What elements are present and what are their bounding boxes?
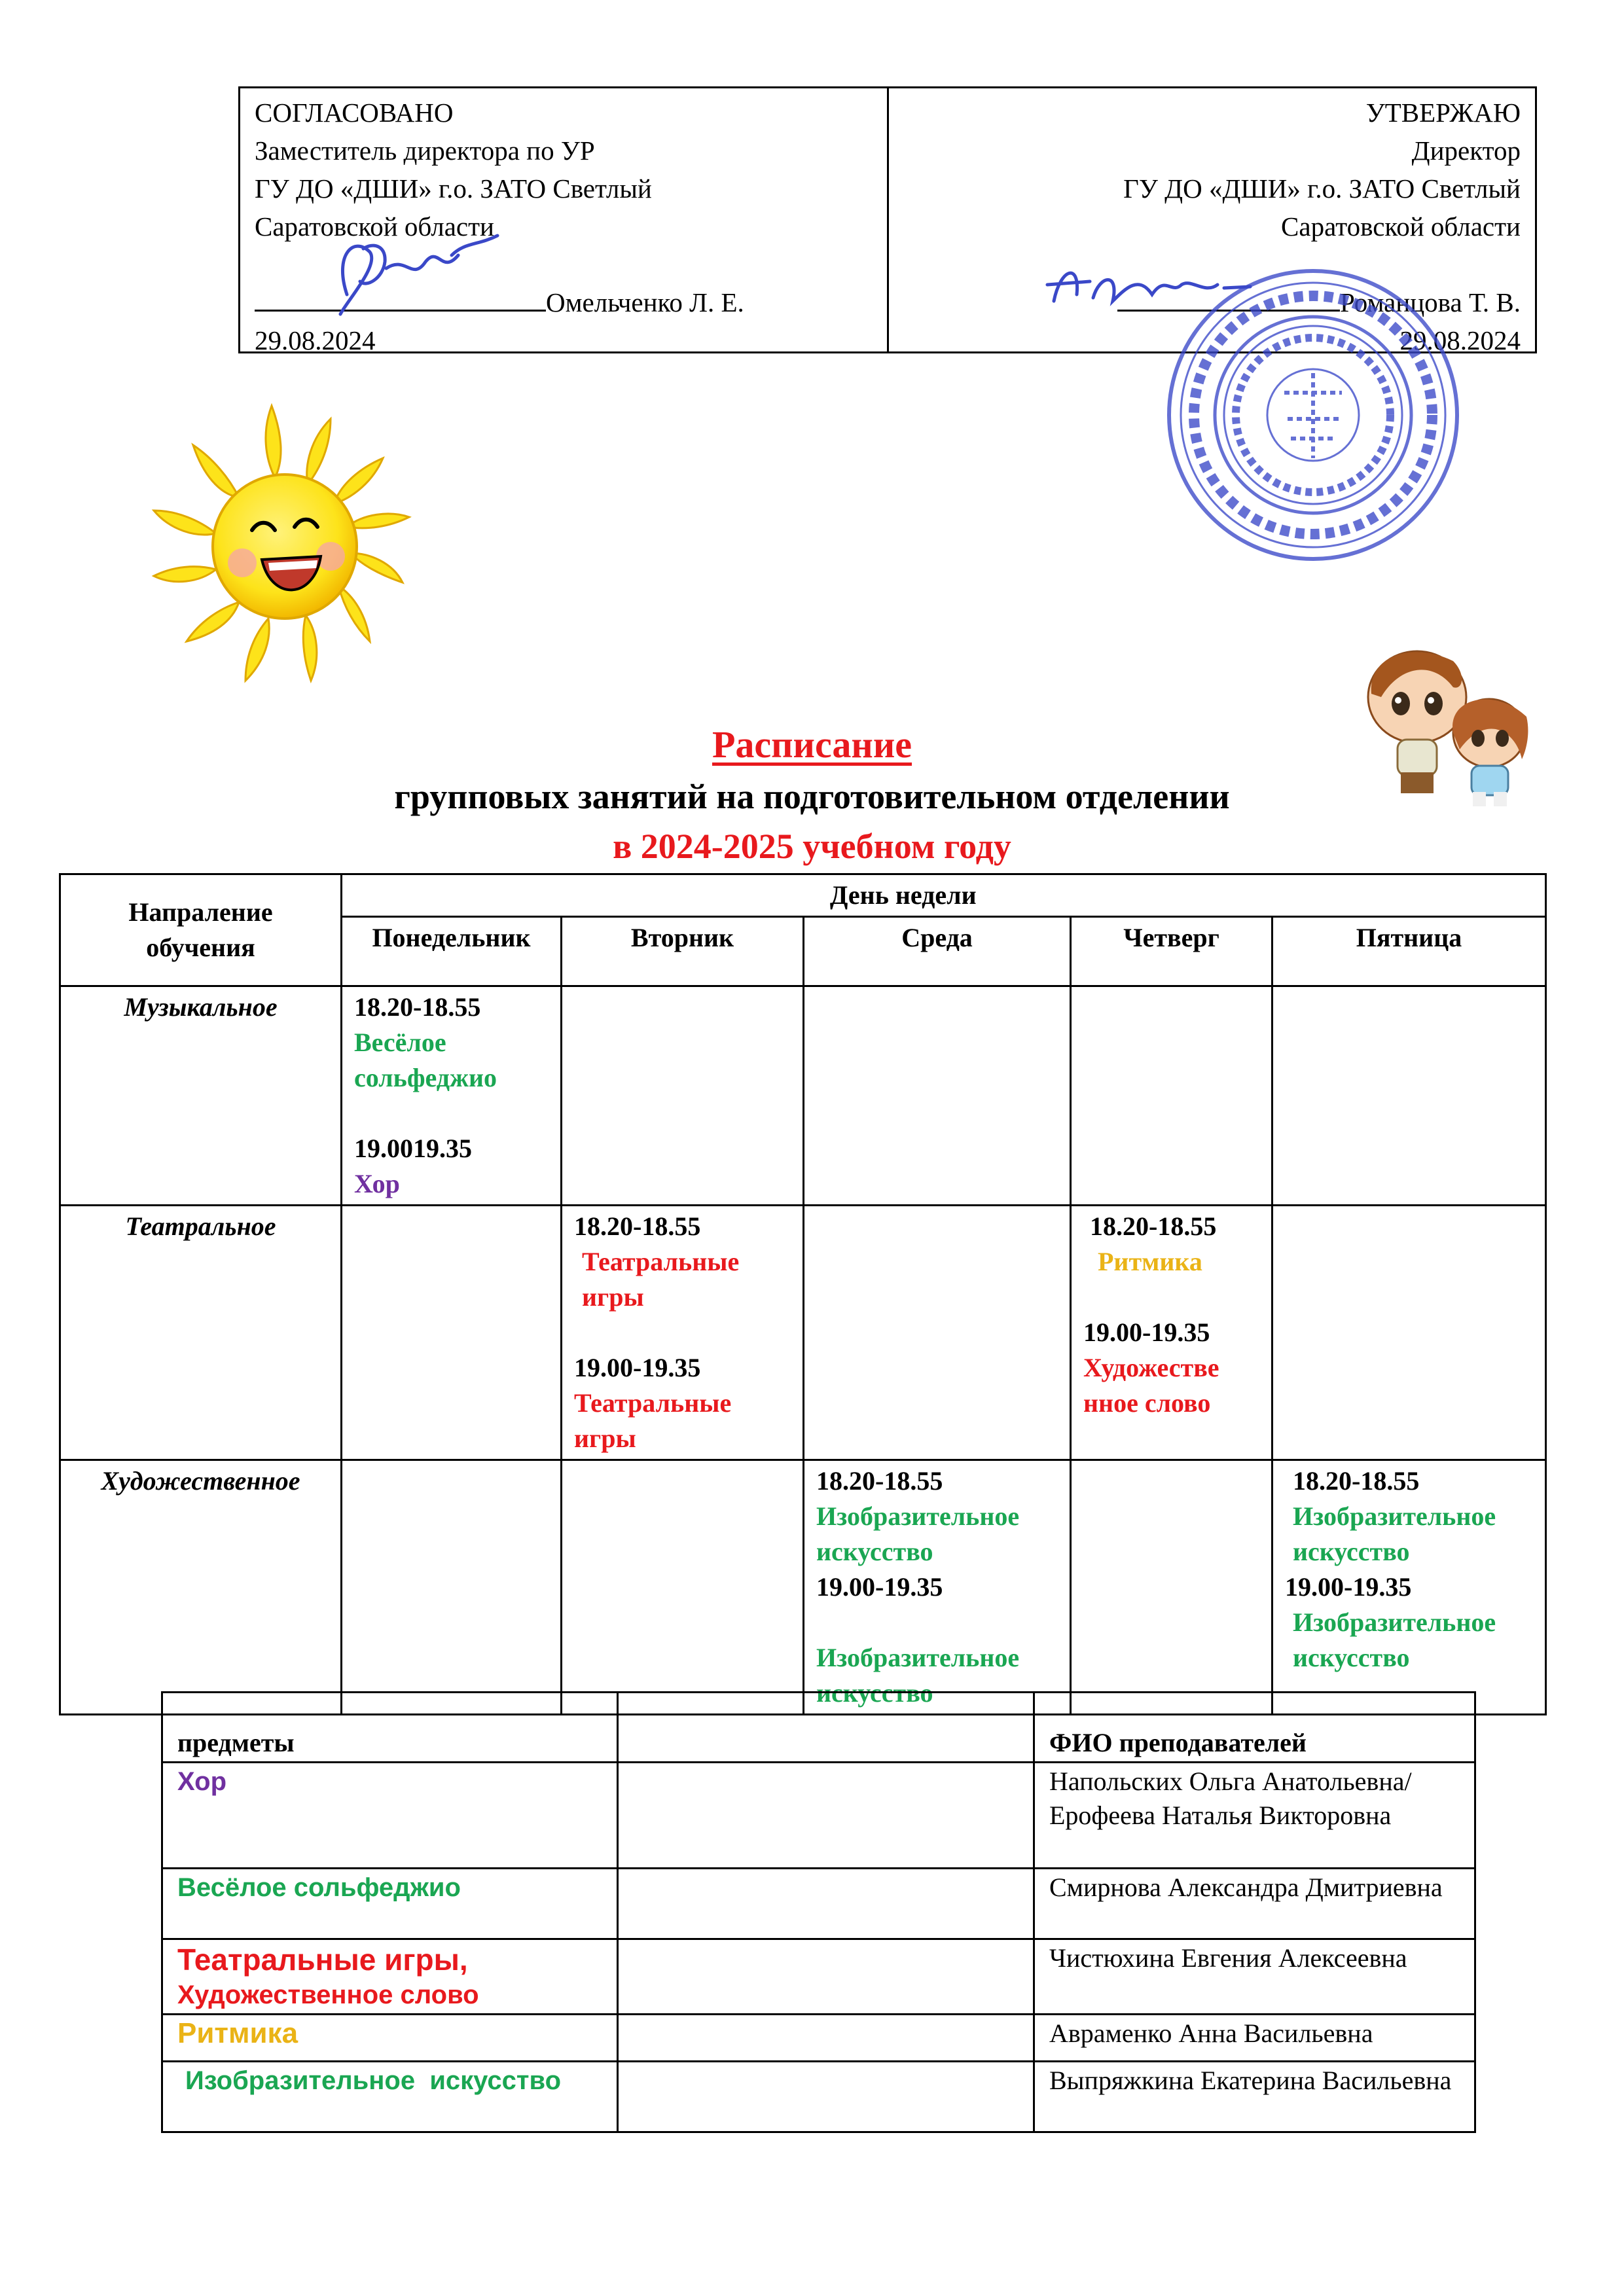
cell-musical-friday [1272, 986, 1546, 1206]
lesson-time: 18.20-18.55 [574, 1211, 701, 1241]
teacher-name: Выпряжкина Екатерина Васильевна [1034, 2062, 1475, 2132]
direction-musical: Музыкальное [60, 986, 342, 1206]
official-stamp-image [1160, 262, 1466, 568]
lesson-subject: Изобразительное искусство [816, 1643, 1020, 1708]
teachers-row [162, 1869, 1475, 1939]
lesson-time: 18.20-18.55 [816, 1466, 943, 1496]
header-thursday: Четверг [1071, 917, 1272, 986]
teachers-row [162, 1939, 1475, 2015]
schedule-row-artistic [60, 1460, 1546, 1715]
cell-musical-thursday [1071, 986, 1272, 1206]
header-tuesday: Вторник [562, 917, 804, 986]
header-friday: Пятница [1272, 917, 1546, 986]
cell-theatrical-friday [1272, 1206, 1546, 1460]
lesson-subject: Театральные игры [574, 1388, 732, 1453]
lesson-time: 18.20-18.55 [1090, 1211, 1217, 1241]
cell-artistic-monday [342, 1460, 562, 1715]
teacher-subject: Весёлое сольфеджио [162, 1869, 618, 1939]
teachers-header-subjects: предметы [162, 1693, 618, 1763]
lesson-subject: Ритмика [1098, 1247, 1202, 1276]
signature-left-image [308, 216, 517, 327]
schedule-row-theatrical [60, 1206, 1546, 1460]
teacher-subject: Ритмика [162, 2015, 618, 2062]
approved-heading: УТВЕРЖАЮ [1365, 98, 1521, 128]
teachers-header-row [162, 1693, 1475, 1763]
lesson-time: 19.00-19.35 [1285, 1572, 1412, 1602]
approved-position: Директор [1411, 135, 1521, 166]
agreed-organization: ГУ ДО «ДШИ» г.о. ЗАТО Светлый [255, 173, 652, 204]
document-title: Расписание [712, 723, 912, 766]
cell-artistic-thursday [1071, 1460, 1272, 1715]
teacher-name: Чистюхина Евгения Алексеевна [1034, 1939, 1475, 2015]
teachers-header-name: ФИО преподавателей [1034, 1693, 1475, 1763]
agreed-heading: СОГЛАСОВАНО [255, 98, 454, 128]
header-direction: Напраление обучения [60, 874, 342, 986]
lesson-time: 18.20-18.55 [354, 992, 481, 1022]
cell-musical-wednesday [804, 986, 1071, 1206]
cell-theatrical-tuesday [562, 1206, 804, 1460]
teacher-name: Смирнова Александра Дмитриевна [1034, 1869, 1475, 1939]
teacher-name: Авраменко Анна Васильевна [1034, 2015, 1475, 2062]
teachers-row [162, 2015, 1475, 2062]
teacher-subject: Хор [162, 1763, 618, 1869]
direction-artistic: Художественное [60, 1460, 342, 1715]
lesson-subject: Изобразительное искусство [816, 1501, 1020, 1566]
header-wednesday: Среда [804, 917, 1071, 986]
smiling-sun-image [134, 393, 448, 720]
schedule-header-row [60, 874, 1546, 917]
cell-musical-monday [342, 986, 562, 1206]
approved-date: 29.08.2024 [1399, 325, 1521, 355]
approved-region: Саратовской области [1281, 211, 1521, 242]
lesson-subject: Изобразительное искусство [1293, 1607, 1496, 1672]
lesson-subject: Художестве нное слово [1083, 1353, 1219, 1418]
direction-theatrical: Театральное [60, 1206, 342, 1460]
lesson-time: 19.00-19.35 [1083, 1318, 1210, 1347]
approved-organization: ГУ ДО «ДШИ» г.о. ЗАТО Светлый [1123, 173, 1521, 204]
lesson-time: 19.00-19.35 [816, 1572, 943, 1602]
cell-artistic-friday [1272, 1460, 1546, 1715]
teachers-header-middle [618, 1693, 1034, 1763]
lesson-time: 19.0019.35 [354, 1134, 472, 1163]
header-monday: Понедельник [342, 917, 562, 986]
lesson-subject: Хор [354, 1169, 400, 1198]
agreed-name: Омельченко Л. Е. [546, 287, 744, 317]
schedule-table [59, 873, 1547, 1715]
schedule-row-musical [60, 986, 1546, 1206]
header-day-of-week: День недели [562, 874, 1546, 917]
cell-artistic-tuesday [562, 1460, 804, 1715]
cell-theatrical-thursday [1071, 1206, 1272, 1460]
agreed-date: 29.08.2024 [255, 325, 376, 355]
approved-name: Романцова Т. В. [1339, 287, 1521, 317]
cell-theatrical-monday [342, 1206, 562, 1460]
lesson-subject: Театральные игры [582, 1247, 740, 1312]
cell-theatrical-wednesday [804, 1206, 1071, 1460]
agreed-region: Саратовской области [255, 211, 494, 242]
teacher-subject: Театральные игры, Художественное слово [162, 1939, 618, 2015]
cell-musical-tuesday [562, 986, 804, 1206]
lesson-subject: Весёлое сольфеджио [354, 1028, 497, 1092]
lesson-time: 19.00-19.35 [574, 1353, 701, 1382]
teachers-row [162, 2062, 1475, 2132]
document-subtitle: групповых занятий на подготовительном отделении [394, 777, 1230, 816]
cell-artistic-wednesday [804, 1460, 1071, 1715]
document-academic-year: в 2024-2025 учебном году [613, 827, 1011, 866]
lesson-subject: Изобразительное искусство [1293, 1501, 1496, 1566]
lesson-time: 18.20-18.55 [1293, 1466, 1420, 1496]
teachers-table [161, 1691, 1476, 2133]
agreed-position: Заместитель директора по УР [255, 135, 595, 166]
teacher-subject: Изобразительное искусство [162, 2062, 618, 2132]
teacher-name: Напольских Ольга Анатольевна/ Ерофеева Наталья Викторовна [1034, 1763, 1475, 1869]
teachers-row [162, 1763, 1475, 1869]
